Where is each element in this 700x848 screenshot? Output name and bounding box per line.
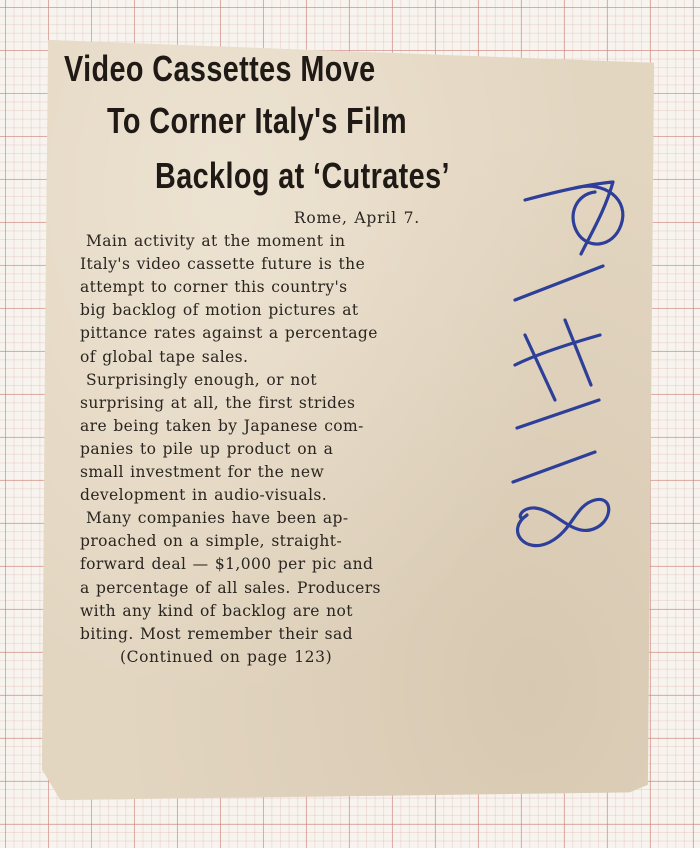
dateline: Rome, April 7. — [293, 209, 420, 227]
headline-line-3: Backlog at ‘Cutrates’ — [155, 155, 450, 196]
continued-note: (Continued on page 123) — [120, 647, 333, 666]
paragraph-line: forward deal — $1,000 per pic and — [80, 555, 374, 574]
paragraph-line: biting. Most remember their sad — [80, 624, 353, 643]
paragraph-line: are being taken by Japanese com- — [80, 416, 364, 435]
paragraph-line: Many companies have been ap- — [86, 509, 349, 528]
paragraph-line: proached on a simple, straight- — [80, 532, 343, 551]
paragraph-line: a percentage of all sales. Producers — [80, 578, 381, 597]
paragraph-line: panies to pile up product on a — [80, 439, 334, 458]
paragraph-line: pittance rates against a percentage — [80, 324, 378, 343]
paragraph-line: of global tape sales. — [80, 347, 249, 366]
headline-line-2: To Corner Italy's Film — [107, 100, 407, 141]
paragraph-line: surprising at all, the first strides — [80, 393, 356, 412]
paragraph-line: Italy's video cassette future is the — [80, 255, 366, 274]
paragraph-line: attempt to corner this country's — [80, 278, 348, 297]
paragraph-line: development in audio-visuals. — [80, 486, 328, 505]
paragraph-line: big backlog of motion pictures at — [80, 301, 359, 320]
paragraph-2 — [80, 369, 472, 508]
article-body — [80, 207, 472, 669]
paragraph-3 — [80, 507, 472, 646]
paragraph-line: Main activity at the moment in — [86, 232, 346, 251]
paragraph-line: Surprisingly enough, or not — [86, 370, 317, 389]
paragraph-line: with any kind of backlog are not — [80, 601, 353, 620]
paragraph-line: small investment for the new — [80, 463, 325, 482]
paragraph-1 — [80, 230, 472, 369]
headline-line-1: Video Cassettes Move — [64, 48, 376, 89]
handwritten-date — [495, 170, 645, 560]
